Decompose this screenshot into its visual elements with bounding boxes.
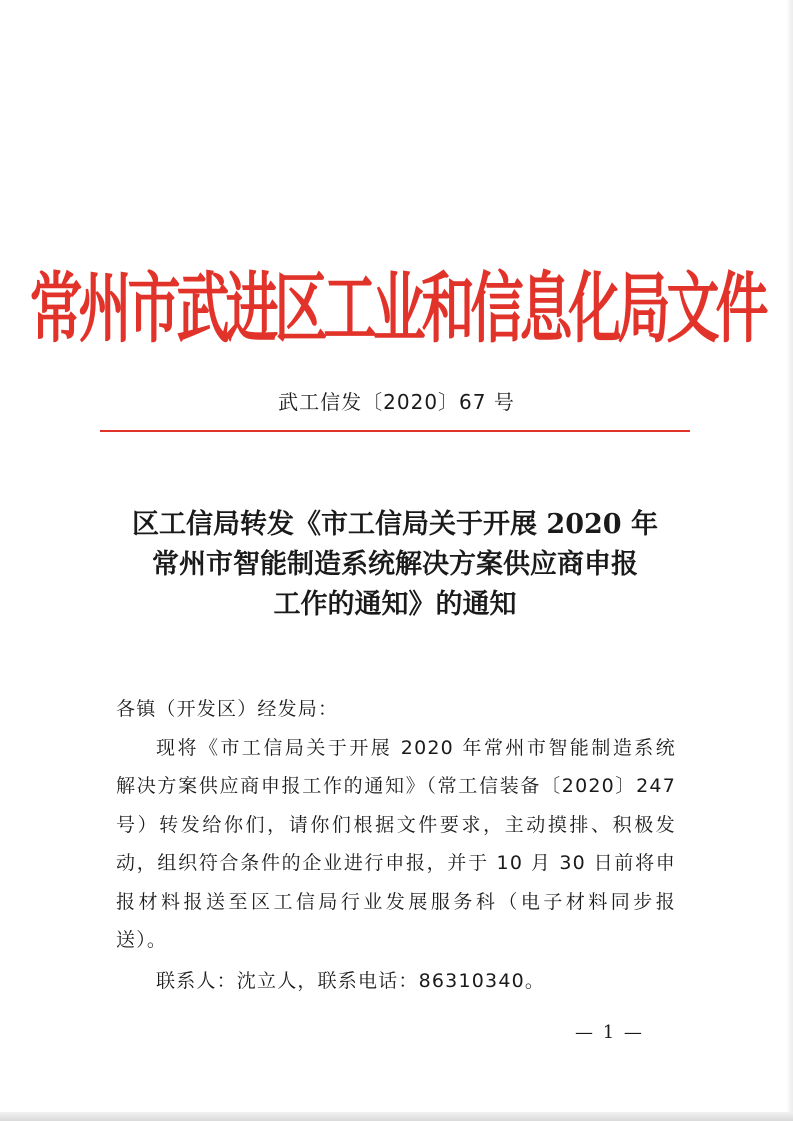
document-number: 武工信发〔2020〕67 号 bbox=[278, 390, 515, 414]
scan-edge-shadow bbox=[786, 0, 793, 1121]
paragraph-line: 送）。 bbox=[116, 929, 168, 951]
agency-header-title: 常州市武进区工业和信息化局文件 bbox=[29, 268, 765, 353]
scan-edge-shadow bbox=[0, 1112, 793, 1121]
paragraph-line: 现将《市工信局关于开展 2020 年常州市智能制造系统 bbox=[156, 736, 676, 759]
title-line: 区工信局转发《市工信局关于开展 2020 年 bbox=[132, 509, 658, 540]
salutation: 各镇（开发区）经发局： bbox=[116, 698, 339, 720]
red-divider-line bbox=[100, 430, 690, 432]
paragraph-line: 报材料报送至区工信局行业发展服务科（电子材料同步报 bbox=[116, 890, 676, 913]
paragraph-line: 动，组织符合条件的企业进行申报，并于 10 月 30 日前将申 bbox=[116, 852, 676, 874]
paragraph-line: 解决方案供应商申报工作的通知》（常工信装备〔2020〕247 bbox=[116, 775, 676, 797]
contact-info: 联系人：沈立人，联系电话：86310340。 bbox=[156, 969, 546, 992]
paragraph-line: 号）转发给你们，请你们根据文件要求，主动摸排、积极发 bbox=[116, 813, 676, 836]
document-title bbox=[100, 505, 690, 625]
title-line: 工作的通知》的通知 bbox=[273, 589, 517, 620]
page-number: — 1 — bbox=[575, 1022, 644, 1043]
title-line: 常州市智能制造系统解决方案供应商申报 bbox=[152, 549, 638, 580]
document-body bbox=[116, 690, 676, 1000]
